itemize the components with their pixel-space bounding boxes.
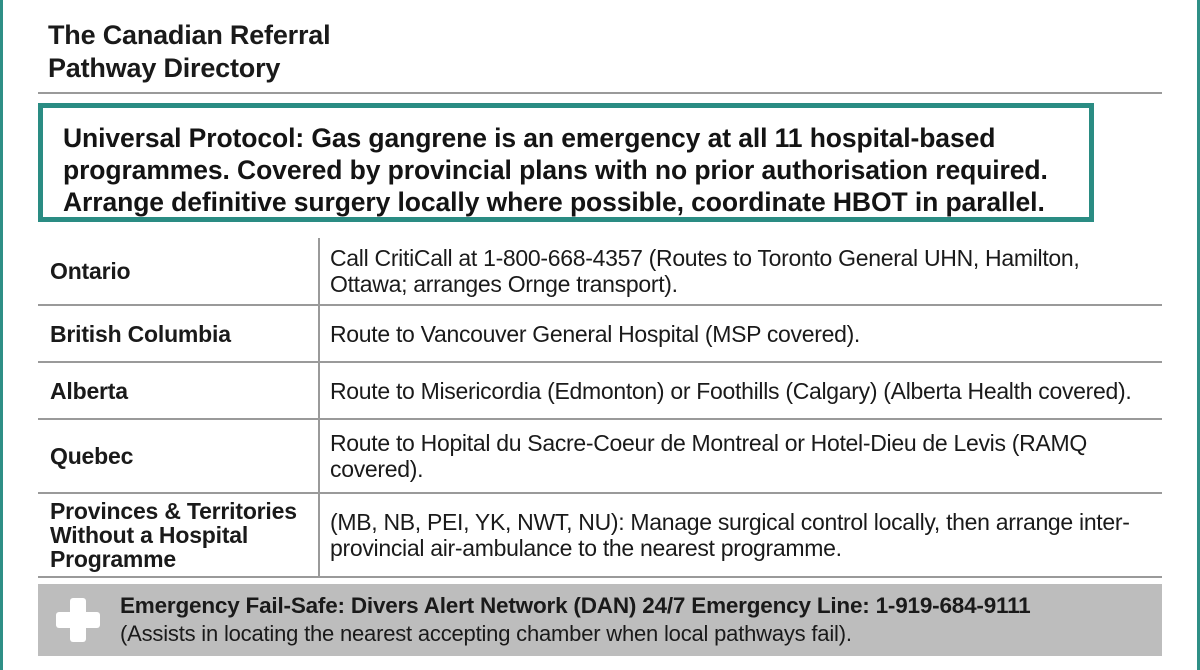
- region-name: Alberta: [50, 377, 128, 404]
- route-instruction: Route to Misericordia (Edmonton) or Foothills (Calgary) (Alberta Health covered).: [330, 377, 1132, 404]
- page-title: The Canadian Referral Pathway Directory: [48, 20, 331, 83]
- region-name: British Columbia: [50, 320, 231, 347]
- failsafe-headline: Emergency Fail-Safe: Divers Alert Network (DAN) 24/7 Emergency Line: 1-919-684-9111: [120, 593, 1031, 618]
- table-row: [38, 238, 1162, 306]
- failsafe-note: (Assists in locating the nearest accepting chamber when local pathways fail).: [120, 621, 852, 646]
- plus-icon: [56, 598, 100, 642]
- route-instruction: Call CritiCall at 1-800-668-4357 (Routes to Toronto General UHN, Hamilton, Ottawa; arranges Ornge transport).: [330, 245, 1080, 297]
- table-row: [38, 306, 1162, 363]
- route-instruction: Route to Hopital du Sacre-Coeur de Montreal or Hotel-Dieu de Levis (RAMQ covered).: [330, 430, 1087, 482]
- region-name: Quebec: [50, 443, 134, 469]
- universal-protocol-box: Universal Protocol: Gas gangrene is an emergency at all 11 hospital-based programmes. Covered by provincial plans with no prior authorisation required. Arrange definitive surgery locally where possible, coordinate HBOT in parallel.: [38, 103, 1094, 222]
- region-name: Provinces & Territories Without a Hospital Programme: [50, 498, 297, 572]
- title-divider: [38, 92, 1162, 94]
- referral-table: [38, 238, 1162, 578]
- region-name: Ontario: [50, 258, 131, 284]
- emergency-failsafe-banner: [38, 584, 1162, 656]
- left-border-accent: [0, 0, 3, 670]
- table-row: [38, 363, 1162, 420]
- table-row: [38, 494, 1162, 578]
- route-instruction: Route to Vancouver General Hospital (MSP covered).: [330, 320, 861, 347]
- table-row: [38, 420, 1162, 494]
- route-instruction: (MB, NB, PEI, YK, NWT, NU): Manage surgical control locally, then arrange inter- provincial air-ambulance to the nearest programme.: [330, 509, 1130, 561]
